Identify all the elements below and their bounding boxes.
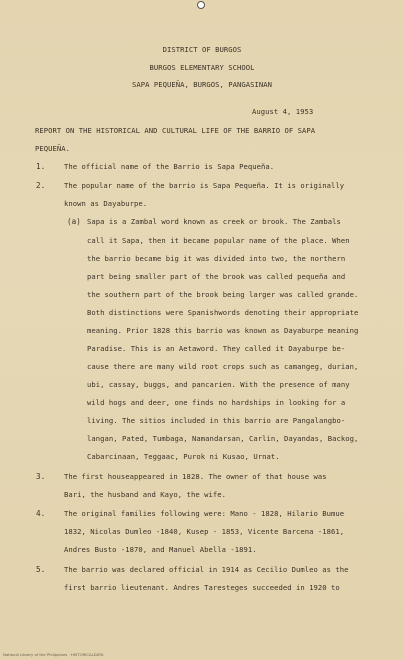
item-number: 5. (36, 565, 46, 574)
archive-footer: National Library of the Philippines · HISTORICALDATA (3, 652, 104, 657)
item-number: 1. (36, 162, 46, 171)
subitem-line: the southern part of the brook being larger was called grande. (87, 290, 359, 299)
item-line: Bari, the husband and Kayo, the wife. (64, 490, 226, 499)
subitem-line: langan, Pated, Tumbaga, Namandarsan, Carlin, Dayandas, Backog, (87, 434, 359, 443)
subitem-label: (a) (67, 217, 81, 226)
district-heading: DISTRICT OF BURGOS (162, 45, 242, 54)
subitem-line: call it Sapa, then it became popular name of the place. When (87, 236, 350, 245)
item-line: The original families following were: Mano - 1828, Hilario Bumue (64, 509, 345, 518)
report-date: August 4, 1953 (252, 107, 314, 116)
item-line: The popular name of the barrio is Sapa Pequeña. It is originally (64, 181, 345, 190)
item-line: Andres Busto -1870, and Manuel Abella -1891. (64, 545, 257, 554)
school-heading: BURGOS ELEMENTARY SCHOOL (149, 63, 255, 72)
item-line: first barrio lieutenant. Andres Taresteges succeeded in 1920 to (64, 583, 340, 592)
pin-icon (197, 1, 205, 9)
subitem-line: wild hogs and deer, one finds no hardships in looking for a (87, 398, 346, 407)
subitem-line: living. The sitios included in this barrio are Pangalangbo- (87, 416, 346, 425)
item-line: The official name of the Barrio is Sapa Pequeña. (64, 162, 275, 171)
subitem-line: cause there are many wild root crops such as camangeg, durian, (87, 362, 359, 371)
report-title-line-2: PEQUEÑA. (35, 144, 71, 153)
subitem-line: part being smaller part of the brook was called pequeña and (87, 272, 346, 281)
item-number: 2. (36, 181, 46, 190)
subitem-line: Cabarcinaan, Teggaac, Purok ni Kusao, Urnat. (87, 452, 280, 461)
subitem-line: the barrio became big it was divided into two, the northern (87, 254, 346, 263)
report-title-line-1: REPORT ON THE HISTORICAL AND CULTURAL LIFE OF THE BARRIO OF SAPA (35, 126, 316, 135)
item-number: 4. (36, 509, 46, 518)
subitem-line: Sapa is a Zambal word known as creek or brook. The Zambals (87, 217, 341, 226)
subitem-line: ubi, cassay, buggs, and pancarien. With the presence of many (87, 380, 350, 389)
location-heading: SAPA PEQUEÑA, BURGOS, PANGASINAN (131, 80, 273, 89)
subitem-line: Both distinctions were Spanishwords denoting their appropriate (87, 308, 359, 317)
item-line: The barrio was declared official in 1914 as Cecilio Dumleo as the (64, 565, 349, 574)
subitem-line: meaning. Prior 1828 this barrio was known as Dayaburpe meaning (87, 326, 359, 335)
item-line: 1832, Nicolas Dumleo -1840, Kusep - 1853, Vicente Barcena -1861, (64, 527, 345, 536)
item-number: 3. (36, 472, 46, 481)
subitem-line: Paradise. This is an Aetaword. They called it Dayaburpe be- (87, 344, 346, 353)
item-line: The first houseappeared in 1828. The owner of that house was (64, 472, 327, 481)
item-line: known as Dayaburpe. (64, 199, 148, 208)
